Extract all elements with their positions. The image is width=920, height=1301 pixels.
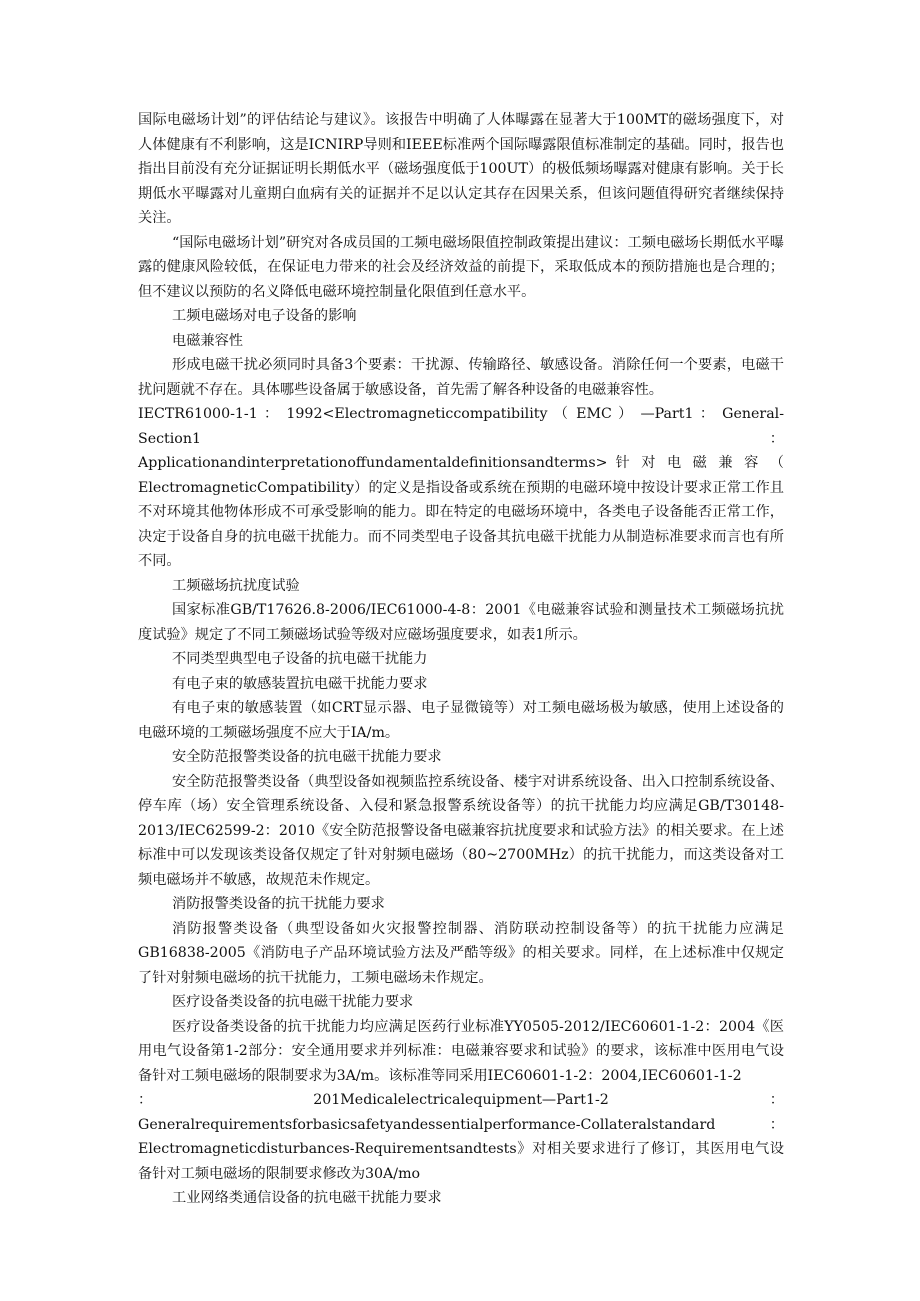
section-heading: 不同类型典型电子设备的抗电磁干扰能力: [172, 651, 428, 667]
section-heading: 消防报警类设备的抗干扰能力要求: [172, 896, 385, 912]
colon: ：: [769, 1092, 784, 1108]
paragraph-line: IECTR61000-1-1 ： 1992<Electromagneticcompatibility （ EMC ） —Part1 ： General-Section1 ：: [138, 406, 784, 447]
paragraph: ElectromagneticCompatibility）的定义是指设备或系统在预期的电磁环境中按设计要求正常工作且不对环境其他物体形成不可承受影响的能力。即在特定的电磁场环境中，各类电子设备能否正常工作，决定于设备自身的抗电磁干扰能力。而不同类型电子设备其抗电磁干扰能力从制造标准要求而言也有所不同。: [138, 479, 784, 569]
standard-title: 201Medicalelectricalequipment—Part1-2: [313, 1092, 609, 1108]
paragraph: 国际电磁场计划”的评估结论与建议》。该报告中明确了人体曝露在显著大于100MT的磁场强度下，对人体健康有不利影响，这是ICNIRP导则和IEEE标准两个国际曝露限值标准制定的基础。同时，报告也指出目前没有充分证据证明长期低水平（磁场强度低于100UT）的极低频场曝露对健康有影响。关于长期低水平曝露对儿童期白血病有关的证据并不足以认定其存在因果关系，但该问题值得研究者继续保持关注。: [138, 112, 784, 226]
paragraph: 医疗设备类设备的抗干扰能力均应满足医药行业标准YY0505-2012/IEC60601-1-2：2004《医用电气设备第1-2部分：安全通用要求并列标准：电磁兼容要求和试验》的要求，该标准中医用电气设备针对工频电磁场的限制要求为3A/m。该标准等同采用IEC60601-1-2：2004,IEC60601-1-2: [138, 1018, 784, 1084]
standard-title: Generalrequirementsforbasicsafetyandessentialperformance-Collateralstandard: [138, 1116, 716, 1133]
paragraph: 有电子束的敏感装置（如CRT显示器、电子显微镜等）对工频电磁场极为敏感，使用上述设备的电磁环境的工频磁场强度不应大于IA/m。: [138, 700, 784, 741]
paragraph: 安全防范报警类设备（典型设备如视频监控系统设备、楼宇对讲系统设备、出入口控制系统设备、停车库（场）安全管理系统设备、入侵和紧急报警系统设备等）的抗干扰能力均应满足GB/T30148-2013/IEC62599-2：2010《安全防范报警设备电磁兼容抗扰度要求和试验方法》的相关要求。在上述标准中可以发现该类设备仅规定了针对射频电磁场（80~2700MHz）的抗干扰能力，而这类设备对工频电磁场并不敏感，故规范未作规定。: [138, 773, 784, 888]
paragraph: “国际电磁场计划”研究对各成员国的工频电磁场限值控制政策提出建议：工频电磁场长期低水平曝露的健康风险较低，在保证电力带来的社会及经济效益的前提下，采取低成本的预防措施也是合理的；但不建议以预防的名义降低电磁环境控制量化限值到任意水平。: [138, 234, 784, 300]
section-heading: 工频磁场抗扰度试验: [172, 577, 300, 594]
document-body: [138, 108, 784, 1211]
paragraph: 国家标准GB/T17626.8-2006/IEC61000-4-8：2001《电磁兼容试验和测量技术工频磁场抗扰度试验》规定了不同工频磁场试验等级对应磁场强度要求，如表1所示。: [138, 602, 784, 643]
section-heading: 有电子束的敏感装置抗电磁干扰能力要求: [172, 675, 428, 692]
section-heading: 医疗设备类设备的抗电磁干扰能力要求: [172, 994, 414, 1010]
colon: ：: [769, 1116, 784, 1133]
paragraph: Electromagneticdisturbances-Requirementsandtests》对相关要求进行了修订，其医用电气设备针对工频电磁场的限制要求修改为30A∕mo: [138, 1141, 784, 1182]
section-heading: 电磁兼容性: [172, 332, 243, 349]
paragraph-line: Applicationandinterpretationoffundamentaldefinitionsandterms> 针 对 电 磁 兼 容 （: [138, 455, 784, 471]
paragraph: 形成电磁干扰必须同时具备3个要素：干扰源、传输路径、敏感设备。消除任何一个要素，电磁干扰问题就不存在。具体哪些设备属于敏感设备，首先需了解各种设备的电磁兼容性。: [138, 357, 784, 398]
paragraph-line: [138, 1088, 784, 1113]
paragraph-line: [138, 1113, 784, 1138]
paragraph: 消防报警类设备（典型设备如火灾报警控制器、消防联动控制设备等）的抗干扰能力应满足GB16838-2005《消防电子产品环境试验方法及严酷等级》的相关要求。同样，在上述标准中仅规定了针对射频电磁场的抗干扰能力，工频电磁场未作规定。: [138, 920, 784, 986]
colon: ：: [138, 1092, 153, 1108]
section-heading: 安全防范报警类设备的抗电磁干扰能力要求: [172, 749, 442, 765]
section-heading: 工业网络类通信设备的抗电磁干扰能力要求: [172, 1190, 442, 1206]
section-heading: 工频电磁场对电子设备的影响: [172, 308, 357, 324]
